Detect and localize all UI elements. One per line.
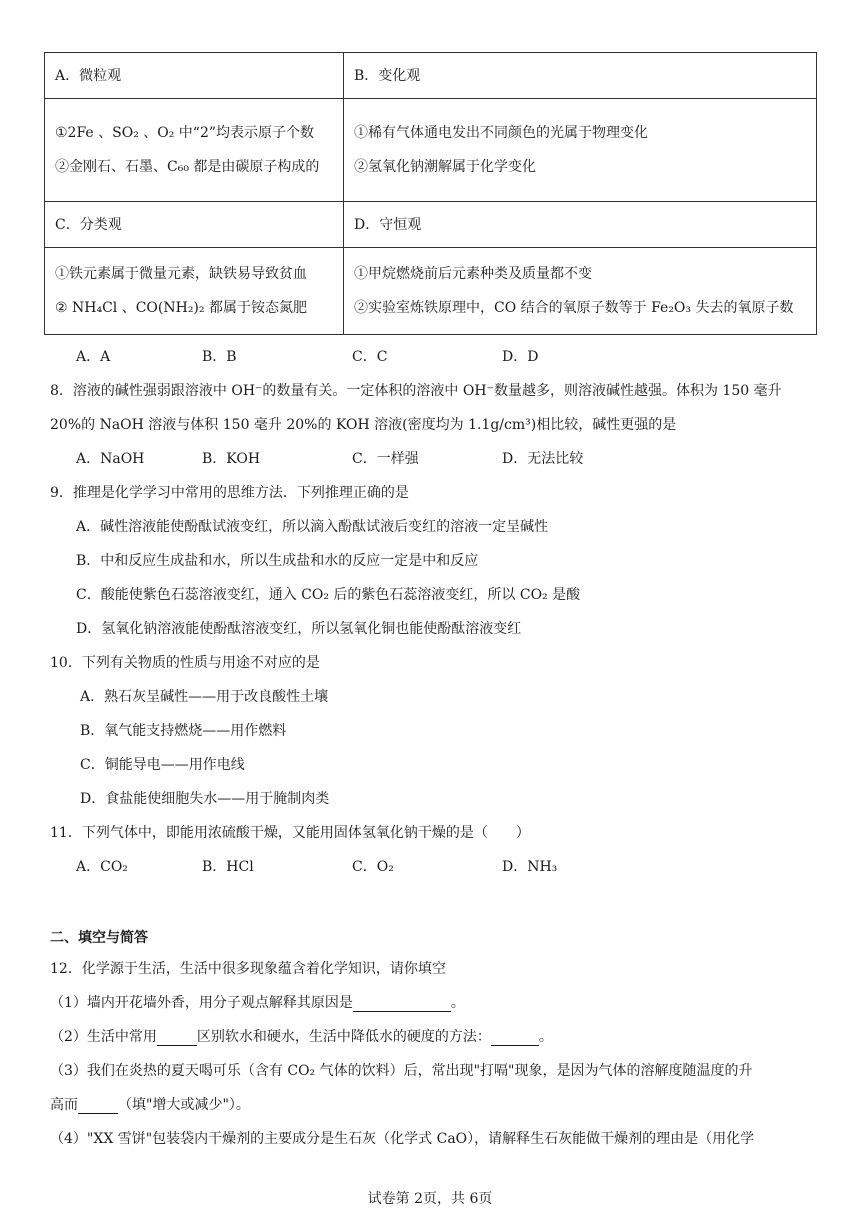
q12-part2-text2: 区别软水和硬水，生活中降低水的硬度的方法：: [196, 1029, 491, 1045]
q12-part2-end: 。: [538, 1029, 553, 1045]
q11-option-c[interactable]: C．O₂: [352, 859, 394, 875]
section-heading: 二、填空与简答: [50, 930, 148, 946]
table-cell-b-title: B．变化观: [344, 53, 817, 99]
q12-part1-text: （1）墙内开花墙外香，用分子观点解释其原因是: [50, 995, 353, 1011]
q9-option-a[interactable]: A．碱性溶液能使酚酞试液变红，所以滴入酚酞试液后变红的溶液一定呈碱性: [76, 519, 549, 535]
q10-option-b[interactable]: B．氧气能支持燃烧——用作燃料: [80, 723, 287, 739]
answer-blank[interactable]: [157, 1029, 197, 1046]
q9-option-d[interactable]: D．氢氧化钠溶液能使酚酞溶液变红，所以氢氧化铜也能使酚酞溶液变红: [76, 621, 522, 637]
q11-option-d[interactable]: D．NH₃: [502, 859, 558, 875]
concept-table: [44, 52, 817, 335]
q10-option-c[interactable]: C．铜能导电——用作电线: [80, 757, 245, 773]
q12-part3-line1: （3）我们在炎热的夏天喝可乐（含有 CO₂ 气体的饮料）后，常出现"打嗝"现象，是因为气体的溶解度随温度的升: [50, 1063, 753, 1079]
q12-part2-text: （2）生活中常用: [50, 1029, 157, 1045]
q10-option-d[interactable]: D．食盐能使细胞失水——用于腌制肉类: [80, 791, 330, 807]
table-line: ②实验室炼铁原理中，CO 结合的氧原子数等于 Fe₂O₃ 失去的氧原子数: [354, 300, 794, 316]
q7-option-d[interactable]: D．D: [502, 349, 539, 365]
q7-option-c[interactable]: C．C: [352, 349, 388, 365]
q12-part1: [50, 992, 465, 1012]
table-cell-c-body: [45, 248, 344, 335]
table-line: ①甲烷燃烧前后元素种类及质量都不变: [354, 266, 592, 282]
q7-option-a[interactable]: A．A: [76, 349, 111, 365]
table-line: ②金刚石、石墨、C₆₀ 都是由碳原子构成的: [55, 159, 320, 175]
q8-option-a[interactable]: A．NaOH: [76, 451, 145, 467]
table-line: ②氢氧化钠潮解属于化学变化: [354, 159, 536, 175]
table-cell-c-title: C．分类观: [45, 202, 344, 248]
table-line: ①稀有气体通电发出不同颜色的光属于物理变化: [354, 125, 648, 141]
answer-blank[interactable]: [353, 995, 451, 1012]
q11-option-a[interactable]: A．CO₂: [76, 859, 128, 875]
q12-part3-text: 高而: [50, 1097, 78, 1113]
table-cell-d-title: D．守恒观: [344, 202, 817, 248]
page-footer: 试卷第 2页，共 6页: [367, 1191, 493, 1207]
q8-stem-line2: 20%的 NaOH 溶液与体积 150 毫升 20%的 KOH 溶液(密度均为 1.1g/cm³)相比较，碱性更强的是: [50, 417, 677, 433]
q10-option-a[interactable]: A．熟石灰呈碱性——用于改良酸性土壤: [80, 689, 329, 705]
table-line: ①铁元素属于微量元素，缺铁易导致贫血: [55, 266, 307, 282]
q12-part3-end: （填"增大或减少"）。: [118, 1097, 250, 1113]
table-row: [45, 248, 817, 335]
q12-part2: [50, 1026, 553, 1046]
table-row: [45, 99, 817, 202]
q10-stem: 10．下列有关物质的性质与用途不对应的是: [50, 655, 320, 671]
table-row: [45, 202, 817, 248]
table-cell-a-body: [45, 99, 344, 202]
q12-part4: （4）"XX 雪饼"包装袋内干燥剂的主要成分是生石灰（化学式 CaO），请解释生石灰能做干燥剂的理由是（用化学: [50, 1131, 755, 1147]
q8-stem-line1: 8．溶液的碱性强弱跟溶液中 OH⁻的数量有关。一定体积的溶液中 OH⁻数量越多，则溶液碱性越强。体积为 150 毫升: [50, 383, 782, 399]
answer-blank[interactable]: [78, 1097, 118, 1114]
q11-stem: 11．下列气体中，即能用浓硫酸干燥，又能用固体氢氧化钠干燥的是（ ）: [50, 825, 530, 841]
q9-option-b[interactable]: B．中和反应生成盐和水，所以生成盐和水的反应一定是中和反应: [76, 553, 479, 569]
table-cell-a-title: A．微粒观: [45, 53, 344, 99]
table-row: [45, 53, 817, 99]
table-cell-d-body: [344, 248, 817, 335]
table-line: ② NH₄Cl 、CO(NH₂)₂ 都属于铵态氮肥: [55, 300, 307, 316]
q12-part3-line2: [50, 1094, 250, 1114]
q9-stem: 9．推理是化学学习中常用的思维方法．下列推理正确的是: [50, 485, 409, 501]
q8-option-b[interactable]: B．KOH: [202, 451, 261, 467]
q7-option-b[interactable]: B．B: [202, 349, 237, 365]
q12-stem: 12．化学源于生活，生活中很多现象蕴含着化学知识，请你填空: [50, 961, 446, 977]
q9-option-c[interactable]: C．酸能使紫色石蕊溶液变红，通入 CO₂ 后的紫色石蕊溶液变红，所以 CO₂ 是酸: [76, 587, 581, 603]
table-line: ①2Fe 、SO₂ 、O₂ 中“2”均表示原子个数: [55, 125, 315, 141]
table-cell-b-body: [344, 99, 817, 202]
answer-blank[interactable]: [491, 1029, 539, 1046]
q8-option-c[interactable]: C．一样强: [352, 451, 419, 467]
q11-option-b[interactable]: B．HCl: [202, 859, 254, 875]
q8-option-d[interactable]: D．无法比较: [502, 451, 584, 467]
q12-part1-end: 。: [450, 995, 465, 1011]
